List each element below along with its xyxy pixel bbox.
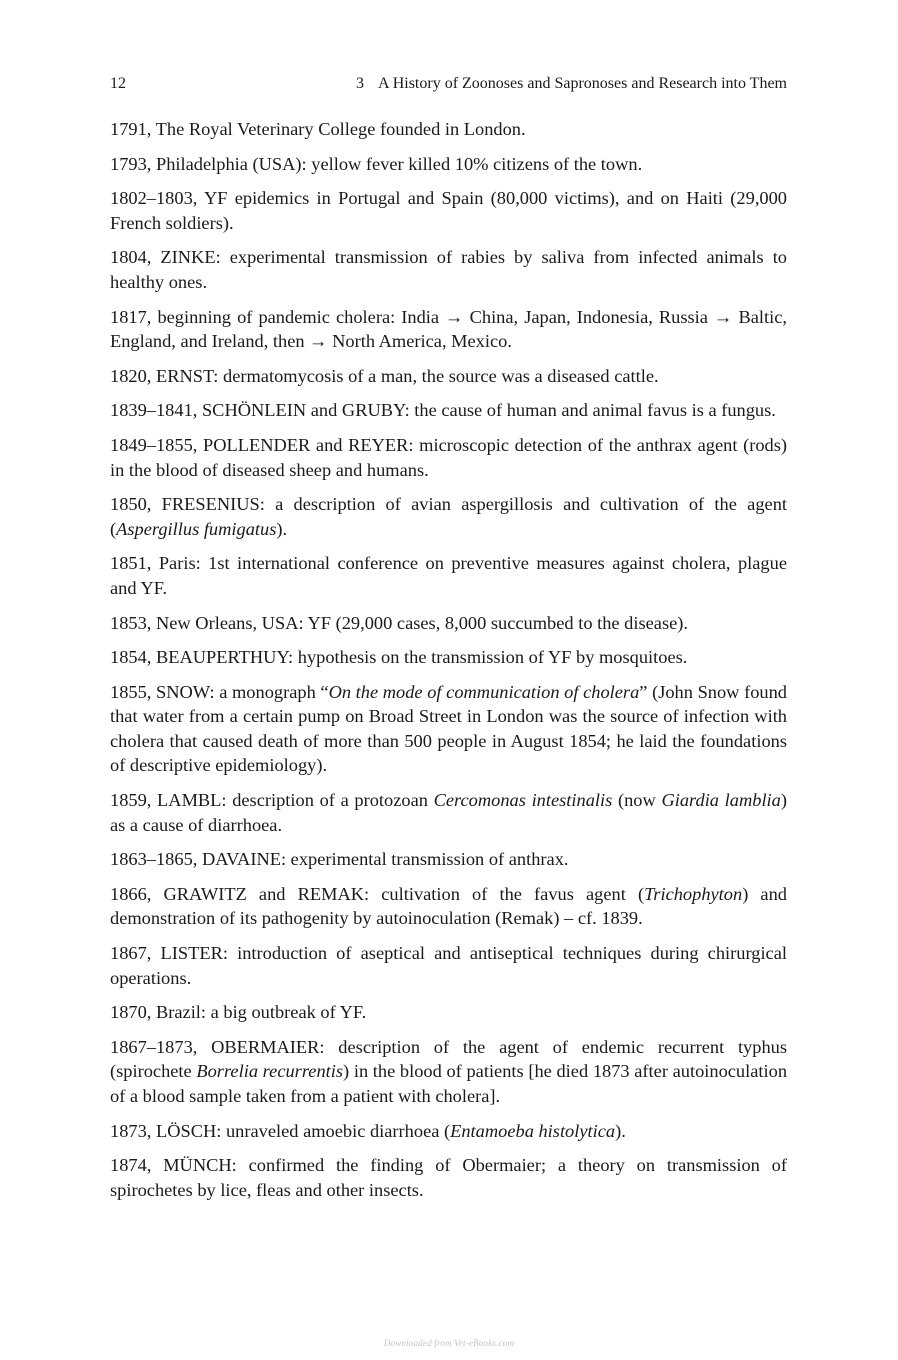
entry-text: 1820, ERNST: dermatomycosis of a man, the source was a diseased cattle.: [110, 365, 659, 386]
entry-text: 1793, Philadelphia (USA): yellow fever killed 10% citizens of the town.: [110, 153, 643, 174]
timeline-entry: [110, 245, 787, 294]
italic-term: Borrelia recurrentis: [196, 1061, 344, 1082]
timeline-entry: [110, 847, 787, 872]
italic-term: Aspergillus fumigatus: [116, 518, 277, 539]
timeline-entry: [110, 611, 787, 636]
chapter-number: 3: [356, 75, 365, 92]
entry-text: ) as a cause of diarrhoea.: [110, 790, 787, 835]
timeline-entry: [110, 1000, 787, 1025]
download-watermark: Downloaded from Vet-eBooks.com: [383, 1338, 515, 1348]
timeline-entry: [110, 1035, 787, 1109]
italic-term: Trichophyton: [644, 883, 743, 904]
timeline-entry: [110, 152, 787, 177]
timeline-entry: [110, 680, 787, 778]
entry-text: 1854, BEAUPERTHUY: hypothesis on the transmission of YF by mosquitoes.: [110, 647, 688, 668]
entry-text: (now: [612, 790, 662, 811]
timeline-entry: [110, 1153, 787, 1202]
timeline-entry: [110, 492, 787, 541]
running-title: [356, 73, 787, 95]
entry-text: 1867–1873, OBERMAIER: description of the agent of endemic recurrent typhus (spirochete: [110, 1036, 787, 1082]
entry-text: ) and demonstration of its pathogenity by autoinoculation (Remak) – cf. 1839.: [110, 883, 787, 929]
timeline-entry: [110, 398, 787, 423]
page-number: 12: [110, 75, 126, 92]
chronology-list: [110, 117, 787, 1212]
timeline-entry: [110, 882, 787, 931]
entry-text: 1839–1841, SCHÖNLEIN and GRUBY: the cause of human and animal favus is a fungus.: [110, 400, 776, 421]
running-header: [110, 73, 787, 95]
entry-text: 1874, MÜNCH: confirmed the finding of Obermaier; a theory on transmission of spirochetes by lice, fleas and other insects.: [110, 1155, 787, 1200]
entry-text: 1853, New Orleans, USA: YF (29,000 cases, 8,000 succumbed to the disease).: [110, 612, 689, 633]
timeline-entry: [110, 1119, 787, 1144]
chapter-title: A History of Zoonoses and Sapronoses and Research into Them: [378, 75, 787, 92]
entry-text: ).: [276, 518, 288, 539]
entry-text: 1863–1865, DAVAINE: experimental transmission of anthrax.: [110, 849, 569, 870]
entry-text: ) in the blood of patients [he died 1873 after autoinoculation of a blood sample taken from a patient with cholera].: [110, 1061, 788, 1106]
italic-term: Giardia lamblia: [661, 790, 781, 811]
italic-term: Cercomonas intestinalis: [433, 790, 613, 811]
entry-text: 1870, Brazil: a big outbreak of YF.: [110, 1002, 367, 1023]
timeline-entry: [110, 117, 787, 142]
entry-text: 1850, FRESENIUS: a description of avian aspergillosis and cultivation of the agent (: [110, 494, 787, 539]
entry-text: 1851, Paris: 1st international conference on preventive measures against cholera, plague and YF.: [110, 553, 787, 598]
italic-term: On the mode of communication of cholera: [328, 681, 640, 702]
entry-text: 1873, LÖSCH: unraveled amoebic diarrhoea (: [110, 1120, 451, 1141]
entry-text: 1867, LISTER: introduction of aseptical and antiseptical techniques during chirurgical operations.: [110, 943, 787, 988]
entry-text: 1802–1803, YF epidemics in Portugal and Spain (80,000 victims), and on Haiti (29,000 French soldiers).: [110, 188, 787, 233]
timeline-entry: [110, 186, 787, 235]
entry-text: 1849–1855, POLLENDER and REYER: microscopic detection of the anthrax agent (rods) in the blood of diseased sheep and humans.: [110, 434, 787, 480]
italic-term: Entamoeba histolytica: [450, 1120, 616, 1141]
entry-text: 1791, The Royal Veterinary College founded in London.: [110, 119, 526, 139]
entry-text: ” (John Snow found that water from a certain pump on Broad Street in London was the source of infection with cholera that caused death of more than 500 people in August 1854; he laid the foundations of descriptive epidemiology).: [110, 681, 787, 776]
timeline-entry: [110, 788, 787, 837]
timeline-entry: [110, 433, 787, 482]
timeline-entry: [110, 551, 787, 600]
timeline-entry: [110, 645, 787, 670]
entry-text: 1804, ZINKE: experimental transmission of rabies by saliva from infected animals to healthy ones.: [110, 247, 787, 292]
timeline-entry: [110, 941, 787, 990]
timeline-entry: [110, 305, 787, 354]
entry-text: 1855, SNOW: a monograph “: [110, 681, 329, 702]
entry-text: 1817, beginning of pandemic cholera: India → China, Japan, Indonesia, Russia → Baltic, England, and Ireland, then → North America, Mexico.: [110, 306, 787, 352]
entry-text: 1866, GRAWITZ and REMAK: cultivation of the favus agent (: [110, 883, 645, 904]
timeline-entry: [110, 364, 787, 389]
entry-text: ).: [615, 1120, 626, 1141]
entry-text: 1859, LAMBL: description of a protozoan: [110, 790, 434, 811]
